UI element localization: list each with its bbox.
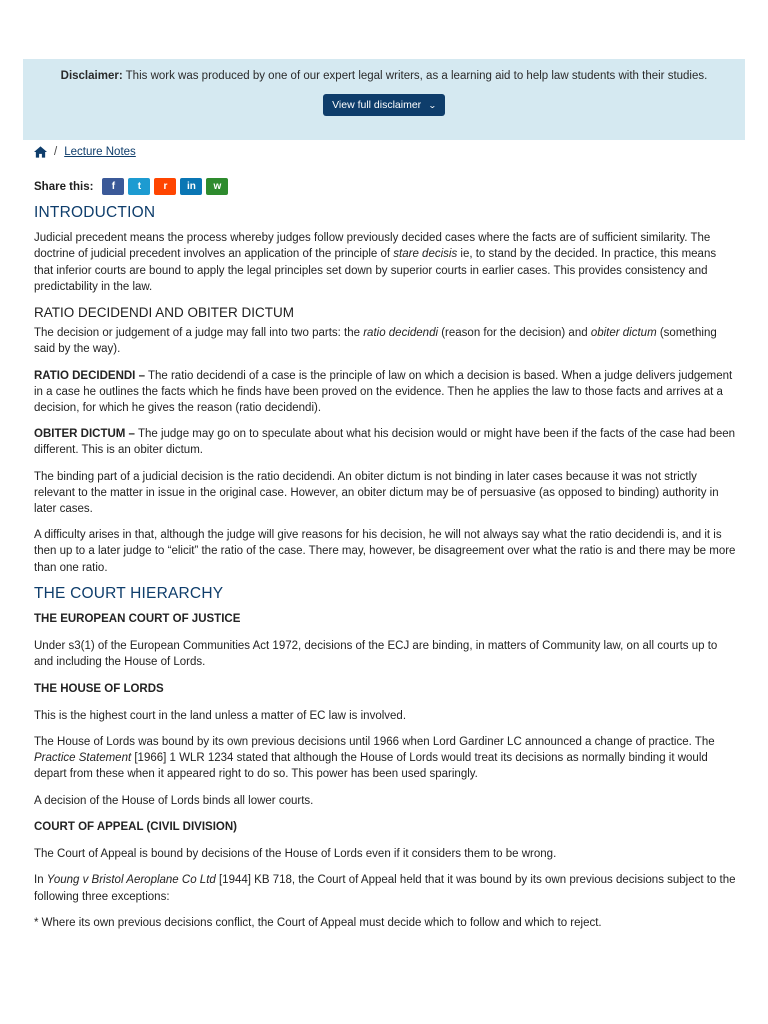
coa-p2-text-b: [1944] KB 718, the Court of Appeal held that it was bound by its own previous decisions subject to the following three exceptions: [34, 874, 736, 903]
difficulty-paragraph: A difficulty arises in that, although the judge will give reasons for his decision, he will not always say what the ratio decidendi is, and it is then up to a later judge to “elicit” the ratio of the case. There may, however, be disagreement over what the ratio is and there may be more than one ratio. [34, 529, 736, 574]
court-of-appeal-paragraph-1: The Court of Appeal is bound by decisions of the House of Lords even if it considers them to be wrong. [34, 848, 557, 861]
hol-p2-emphasis: Practice Statement [34, 752, 132, 765]
linkedin-icon: in [186, 181, 196, 192]
introduction-heading: INTRODUCTION [34, 204, 156, 221]
twitter-share-button[interactable] [128, 178, 150, 195]
ratio-p1-emphasis-1: ratio decidendi [363, 327, 439, 340]
coa-p2-emphasis: Young v Bristol Aeroplane Co Ltd [46, 874, 216, 887]
chevron-down-icon: ⌄ [428, 100, 437, 110]
ratio-decidendi-paragraph [34, 368, 736, 417]
obiter-dictum-label: OBITER DICTUM – [34, 428, 135, 441]
linkedin-share-button[interactable] [180, 178, 202, 195]
view-full-disclaimer-button[interactable] [323, 94, 445, 116]
ratio-p1-text-c: (something said by the way). [34, 327, 717, 356]
house-of-lords-paragraph-3: A decision of the House of Lords binds all lower courts. [34, 794, 314, 807]
ratio-obiter-heading: RATIO DECIDENDI AND OBITER DICTUM [34, 305, 295, 321]
coa-p2-text-a: In [34, 874, 47, 887]
hol-p2-text-a: The House of Lords was bound by its own previous decisions until 1966 when Lord Gardiner LC announced a change of practice. The [34, 736, 715, 749]
disclaimer-text [54, 68, 714, 84]
whatsapp-share-button[interactable] [206, 178, 228, 195]
court-hierarchy-heading: THE COURT HIERARCHY [34, 584, 224, 602]
intro-emphasis: stare decisis [393, 248, 458, 261]
ratio-decidendi-text: The ratio decidendi of a case is the principle of law on which a decision is based. When a judge delivers judgement in a case he outlines the facts which he finds have been proved on the evidence. Then he applies the law to those facts and arrives at a decision, for which he gives the reason (ratio decidendi). [34, 369, 733, 415]
disclaimer-label: Disclaimer: [60, 70, 123, 82]
reddit-share-button[interactable] [154, 178, 176, 195]
hol-p2-text-b: [1966] 1 WLR 1234 stated that although the House of Lords would treat its decisions as normally binding it would depart from these when it appeared right to do so. This power has been used sparingly. [34, 752, 708, 781]
court-of-appeal-paragraph-3: * Where its own previous decisions conflict, the Court of Appeal must decide which to follow and which to reject. [34, 916, 602, 929]
facebook-share-button[interactable] [102, 178, 124, 195]
court-of-appeal-heading: COURT OF APPEAL (CIVIL DIVISION) [34, 820, 237, 833]
ratio-decidendi-label: RATIO DECIDENDI – [34, 369, 145, 382]
ecj-paragraph: Under s3(1) of the European Communities Act 1972, decisions of the ECJ are binding, in matters of Community law, on all courts up to and including the House of Lords. [34, 640, 718, 669]
house-of-lords-paragraph-2 [34, 734, 736, 783]
home-icon[interactable] [34, 146, 47, 158]
obiter-dictum-text: The judge may go on to speculate about what his decision would or might have been if the facts of the case had been different. This is an obiter dictum. [34, 428, 736, 457]
share-bar [34, 178, 228, 195]
ratio-paragraph-1 [34, 325, 736, 357]
court-of-appeal-paragraph-2 [34, 872, 736, 904]
intro-text-a: Judicial precedent means the process whereby judges follow previously decided cases where the facts are of sufficient similarity. The doctrine of judicial precedent involves an application of the principle of [34, 232, 711, 261]
ratio-p1-emphasis-2: obiter dictum [590, 327, 657, 340]
disclaimer-body: This work was produced by one of our expert legal writers, as a learning aid to help law students with their studies. [122, 70, 708, 82]
intro-paragraph [34, 230, 736, 295]
ratio-p1-text-b: (reason for the decision) and [438, 327, 591, 340]
house-of-lords-paragraph-1: This is the highest court in the land unless a matter of EC law is involved. [34, 709, 407, 722]
breadcrumb-separator: / [54, 146, 58, 158]
ratio-p1-text-a: The decision or judgement of a judge may fall into two parts: the [34, 327, 364, 340]
twitter-icon: t [137, 181, 142, 192]
whatsapp-icon: w [213, 181, 222, 192]
disclaimer-banner [23, 59, 745, 140]
reddit-icon: r [163, 181, 168, 192]
house-of-lords-heading: THE HOUSE OF LORDS [34, 682, 164, 695]
obiter-dictum-paragraph [34, 426, 736, 458]
ecj-heading: THE EUROPEAN COURT OF JUSTICE [34, 613, 241, 626]
share-label: Share this: [34, 180, 94, 193]
binding-part-paragraph: The binding part of a judicial decision is the ratio decidendi. An obiter dictum is not binding in later cases because it was not strictly relevant to the matter in issue in the original case. However, an obiter dictum may be of persuasive (as opposed to binding) authority in later cases. [34, 470, 719, 516]
breadcrumb [34, 146, 136, 158]
facebook-icon: f [111, 181, 116, 192]
intro-text-b: ie, to stand by the decided. In practice, this means that inferior courts are bound to apply the legal principles set down by superior courts in earlier cases. This provides consistency and predictability in the law. [34, 248, 717, 293]
article-body [34, 203, 736, 941]
view-full-disclaimer-label: View full disclaimer [332, 99, 422, 111]
breadcrumb-lecture-notes-link[interactable]: Lecture Notes [64, 146, 136, 158]
